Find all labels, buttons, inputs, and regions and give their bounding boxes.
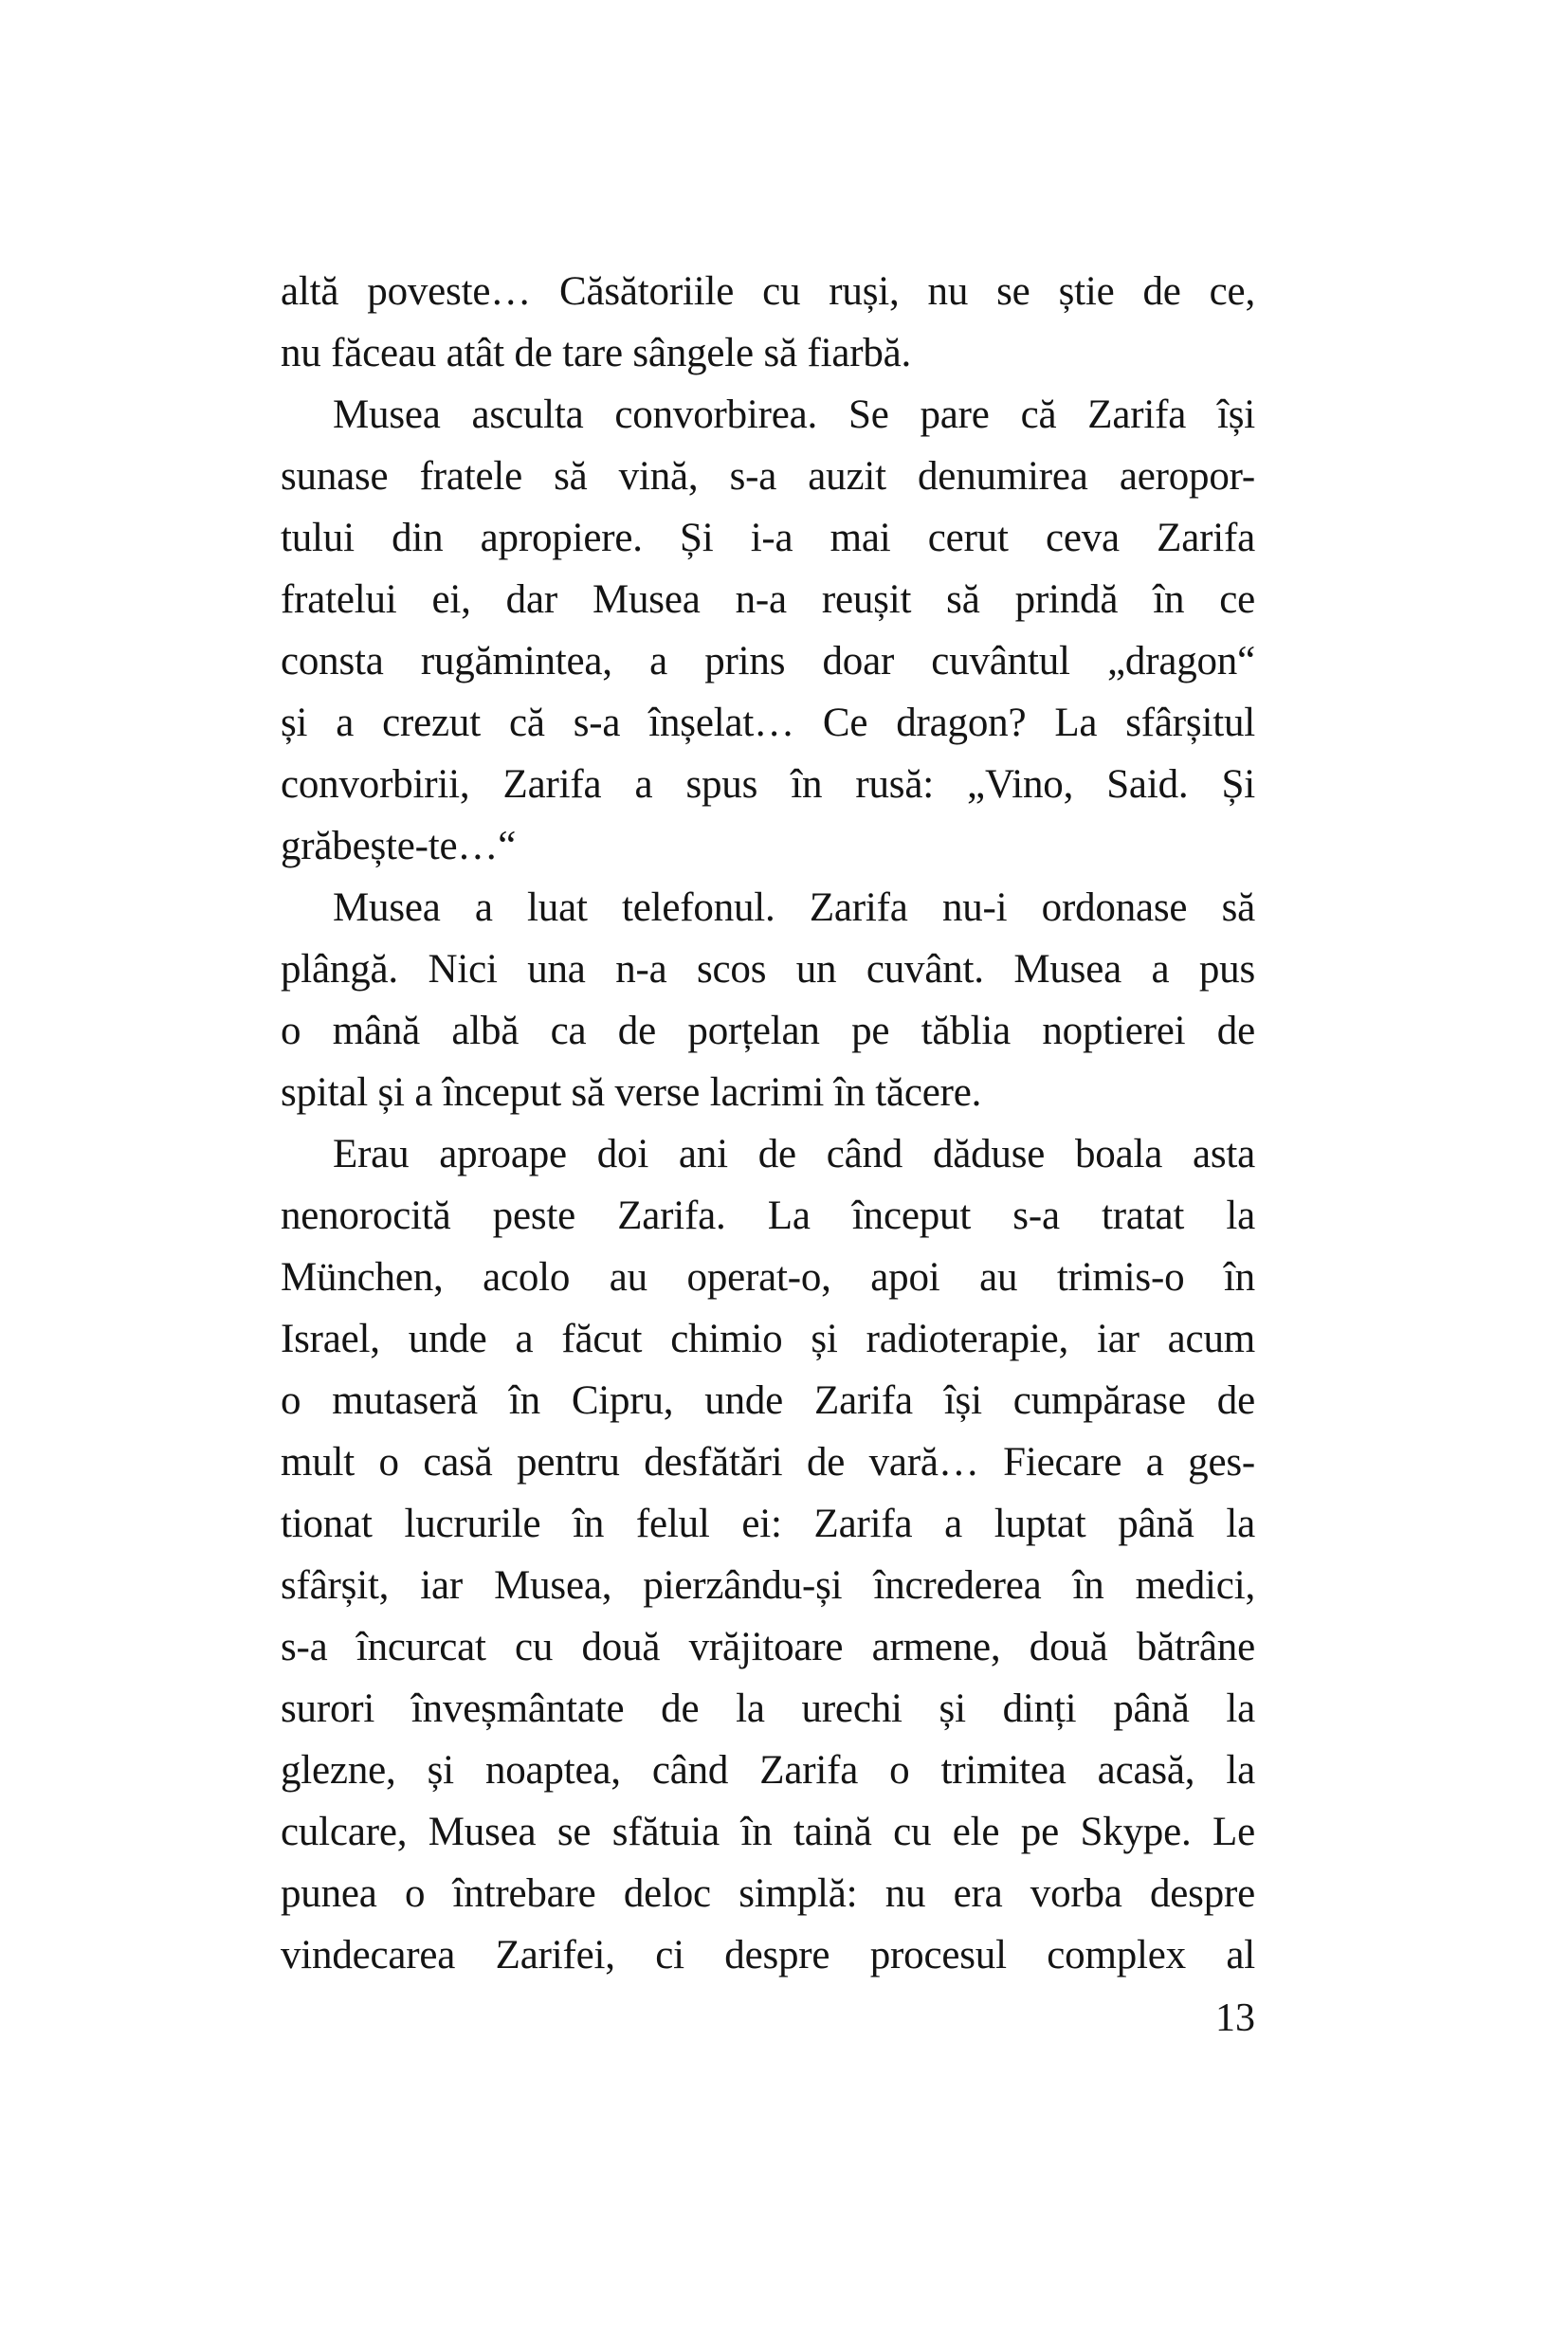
text-line: punea o întrebare deloc simplă: nu era vorba despre (281, 1871, 1255, 1916)
text-line: Musea a luat telefonul. Zarifa nu-i ordonase să (333, 885, 1255, 930)
text-line: Musea asculta convorbirea. Se pare că Zarifa își (333, 392, 1255, 437)
text-line: o mână albă ca de porțelan pe tăblia noptierei de (281, 1009, 1255, 1053)
text-line: nu făceau atât de tare sângele să fiarbă. (281, 331, 912, 375)
text-line: consta rugămintea, a prins doar cuvântul „dragon“ (281, 639, 1255, 683)
text-line: și a crezut că s-a înșelat… Ce dragon? La sfârșitul (281, 701, 1255, 745)
text-line: sunase fratele să vină, s-a auzit denumirea aeropor- (281, 454, 1255, 499)
text-line: sfârșit, iar Musea, pierzându-și încrederea în medici, (281, 1563, 1255, 1608)
page-text-block (281, 261, 1255, 1986)
text-line: surori înveșmântate de la urechi și dinți până la (281, 1686, 1255, 1731)
text-line: altă poveste… Căsătoriile cu ruși, nu se știe de ce, (281, 269, 1255, 314)
text-line: München, acolo au operat-o, apoi au trimis-o în (281, 1255, 1255, 1300)
text-line: spital și a început să verse lacrimi în tăcere. (281, 1070, 982, 1115)
text-line: culcare, Musea se sfătuia în taină cu ele pe Skype. Le (281, 1810, 1255, 1854)
text-line: vindecarea Zarifei, ci despre procesul complex al (281, 1933, 1255, 1977)
text-line: nenorocită peste Zarifa. La început s-a tratat la (281, 1194, 1255, 1238)
text-line: glezne, și noaptea, când Zarifa o trimitea acasă, la (281, 1748, 1255, 1793)
text-line: tionat lucrurile în felul ei: Zarifa a luptat până la (281, 1502, 1255, 1546)
text-line: tului din apropiere. Și i-a mai cerut ceva Zarifa (281, 516, 1255, 560)
text-line: Israel, unde a făcut chimio și radioterapie, iar acum (281, 1317, 1255, 1361)
text-line: convorbirii, Zarifa a spus în rusă: „Vino, Said. Și (281, 762, 1255, 807)
text-line: o mutaseră în Cipru, unde Zarifa își cumpărase de (281, 1378, 1255, 1423)
text-line: grăbește-te…“ (281, 824, 517, 868)
text-line: Erau aproape doi ani de când dăduse boala asta (333, 1132, 1255, 1176)
page-number: 13 (1215, 1996, 1255, 2040)
text-line: mult o casă pentru desfătări de vară… Fiecare a ges- (281, 1440, 1255, 1485)
text-line: s-a încurcat cu două vrăjitoare armene, două bătrâne (281, 1625, 1255, 1669)
text-line: plângă. Nici una n-a scos un cuvânt. Musea a pus (281, 947, 1255, 992)
text-line: fratelui ei, dar Musea n-a reușit să prindă în ce (281, 577, 1255, 622)
